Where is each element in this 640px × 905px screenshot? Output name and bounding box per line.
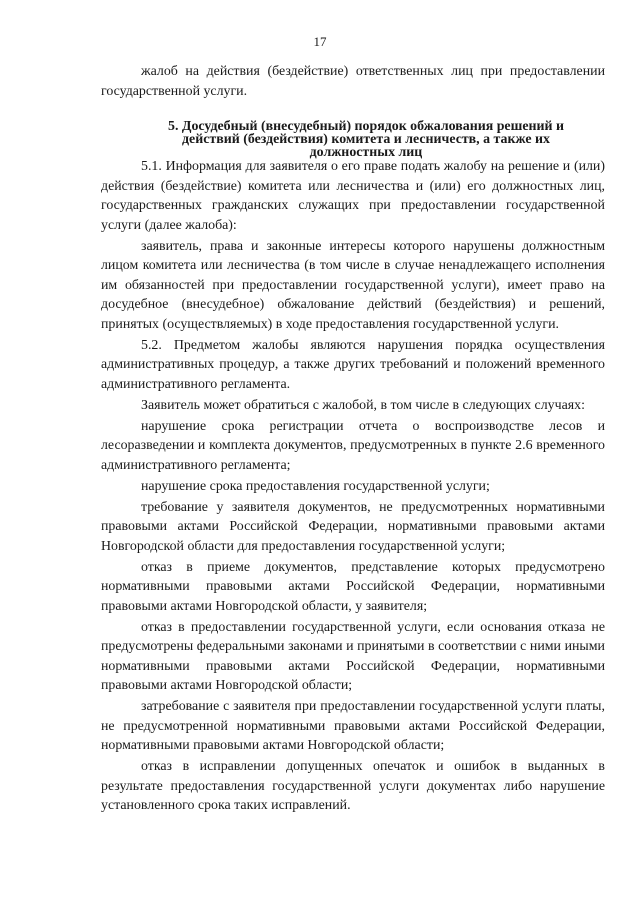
paragraph-case-document-refusal: отказ в приеме документов, представление которых предусмотрено нормативными правовыми актами Российской Федерации, нормативными правовыми актами Новгородской области, у заявителя; [101, 559, 605, 614]
paragraph-case-registration-term: нарушение срока регистрации отчета о воспроизводстве лесов и лесоразведении и комплекта документов, предусмотренных в пункте 2.6 временного административного регламента; [101, 418, 605, 473]
section-heading-block [101, 120, 605, 159]
section-heading: 5. Досудебный (внесудебный) порядок обжалования решений и действий (бездействия) комитета и лесничеств, а также их должностных лиц [168, 119, 564, 160]
paragraph-5-1: 5.1. Информация для заявителя о его праве подать жалобу на решение и (или) действия (бездействие) комитета или лесничества и (или) его должностных лиц, государственных гражданских служащих при предоставлении государственной услуги (далее жалоба): [101, 159, 605, 233]
intro-paragraph: жалоб на действия (бездействие) ответственных лиц при предоставлении государственной услуги. [101, 64, 605, 99]
body-text [101, 157, 605, 816]
page-number: 17 [313, 34, 327, 49]
paragraph-applicant-right: заявитель, права и законные интересы которого нарушены должностным лицом комитета или лесничества (в том числе в случае ненадлежащего исполнения им обязанностей при предоставлении государственной услуги), имеет право на досудебное (внесудебное) обжалование действий (бездействия) и решений, принятых (осуществляемых) в ходе предоставления государственной услуги. [101, 238, 605, 332]
paragraph-case-fee-demand: затребование с заявителя при предоставлении государственной услуги платы, не предусмотренной нормативными правовыми актами Российской Федерации, нормативными правовыми актами Новгородской области; [101, 699, 605, 753]
intro-block [101, 62, 605, 101]
paragraph-case-correction-refusal: отказ в исправлении допущенных опечаток и ошибок в выданных в результате предоставления государственной услуги документах либо нарушение установленного срока таких исправлений. [101, 759, 605, 813]
paragraph-case-service-refusal: отказ в предоставлении государственной услуги, если основания отказа не предусмотрены федеральными законами и принятыми в соответствии с ними иными нормативными правовыми актами Российской Федерации, нормативными правовыми актами Новгородской области; [101, 619, 605, 693]
paragraph-case-service-term: нарушение срока предоставления государственной услуги; [141, 478, 490, 494]
paragraph-5-2: 5.2. Предметом жалобы являются нарушения порядка осуществления административных процедур, а также других требований и положений временного административного регламента. [101, 337, 605, 392]
paragraph-cases-intro: Заявитель может обратиться с жалобой, в том числе в следующих случаях: [141, 397, 585, 413]
paragraph-case-extra-documents: требование у заявителя документов, не предусмотренных нормативными правовыми актами Российской Федерации, нормативными правовыми актами Новгородской области для предоставления государственной услуги; [101, 499, 605, 554]
